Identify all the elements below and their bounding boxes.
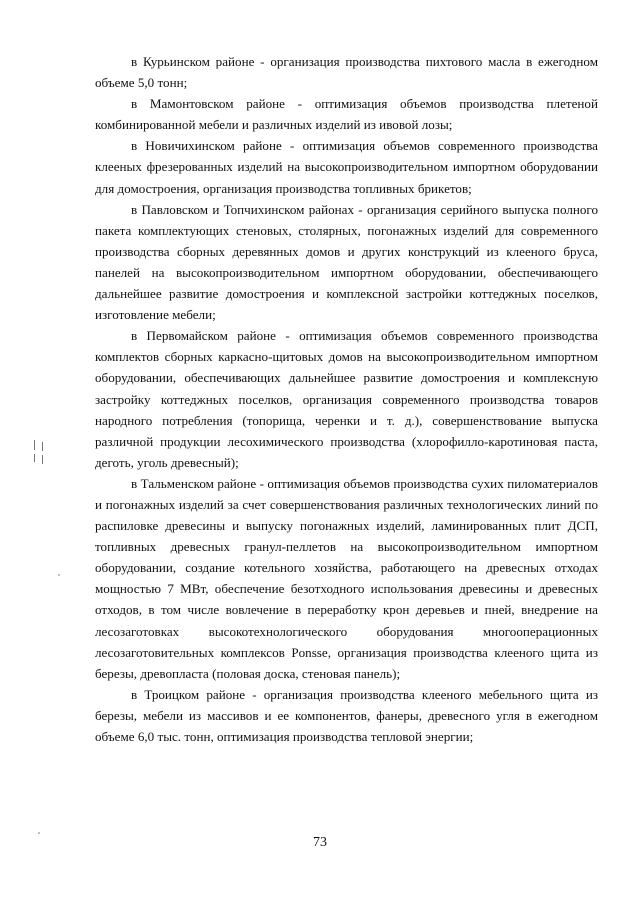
page-number: 73 [313, 835, 327, 850]
paragraph-mamontovsky: в Мамонтовском районе - оптимизация объемов производства плетеной комбинированной мебели и различных изделий из ивовой лозы; [95, 96, 598, 133]
paragraph-talmensky: в Тальменском районе - оптимизация объемов производства сухих пиломатериалов и погонажных изделий за счет совершенствования различных технологических линий по распиловке древесины и выпуску погонажных изделий, ламинированных плит ДСП, топливных древесных гранул-пеллетов на высокопроизводительном импортном оборудовании, создание котельного хозяйства, работающего на древесных отходах мощностью 7 МВт, обеспечение безотходного использования древесины и древесных отходов, в том числе вовлечение в переработку крон деревьев и пней, внедрение на лесозаготовках высокотехнологического оборудования многооперационных лесозаготовительных комплексов Ponsse, организация производства клееного щита из березы, древопласта (половая доска, стеновая панель); [95, 475, 598, 681]
paragraph-pervomaysky: в Первомайском районе - оптимизация объемов современного производства комплектов сборных каркасно-щитовых домов на высокопроизводительном импортном оборудовании, обеспечивающих дальнейшее развитие домостроения и комплексную застройку коттеджных поселков, организация современного производства товаров народного потребления (топорища, черенки и т. д.), совершенствование выпуска различной продукции лесохимического производства (хлорофилло-каротиновая паста, деготь, уголь древесный); [95, 328, 598, 470]
margin-scan-mark [32, 440, 46, 466]
paragraph-kurinsky: в Курьинском районе - организация производства пихтового масла в ежегодном объеме 5,0 тонн; [95, 54, 598, 91]
scan-speck [38, 832, 40, 834]
paragraph-novichikhinsky: в Новичихинском районе - оптимизация объемов современного производства клееных фрезерованных изделий на высокопроизводительном импортном оборудовании для домостроения, организация производства топливных брикетов; [95, 138, 598, 196]
paragraph-pavlovsky-topchikhinsky: в Павловском и Топчихинском районах - организация серийного выпуска полного пакета комплектующих стеновых, столярных, погонажных изделий для современного производства сборных деревянных домов и других конструкций из клееного бруса, панелей на высокопроизводительном импортном оборудовании, обеспечивающего дальнейшее развитие домостроения и комплексной застройки коттеджных поселков, изготовление мебели; [95, 201, 598, 323]
paragraph-troitsky: в Троицком районе - организация производства клееного мебельного щита из березы, мебели из массивов и ее компонентов, фанеры, древесного угля в ежегодном объеме 6,0 тыс. тонн, оптимизация производства тепловой энергии; [95, 686, 598, 744]
body-text [95, 51, 598, 747]
scan-speck [58, 574, 60, 576]
